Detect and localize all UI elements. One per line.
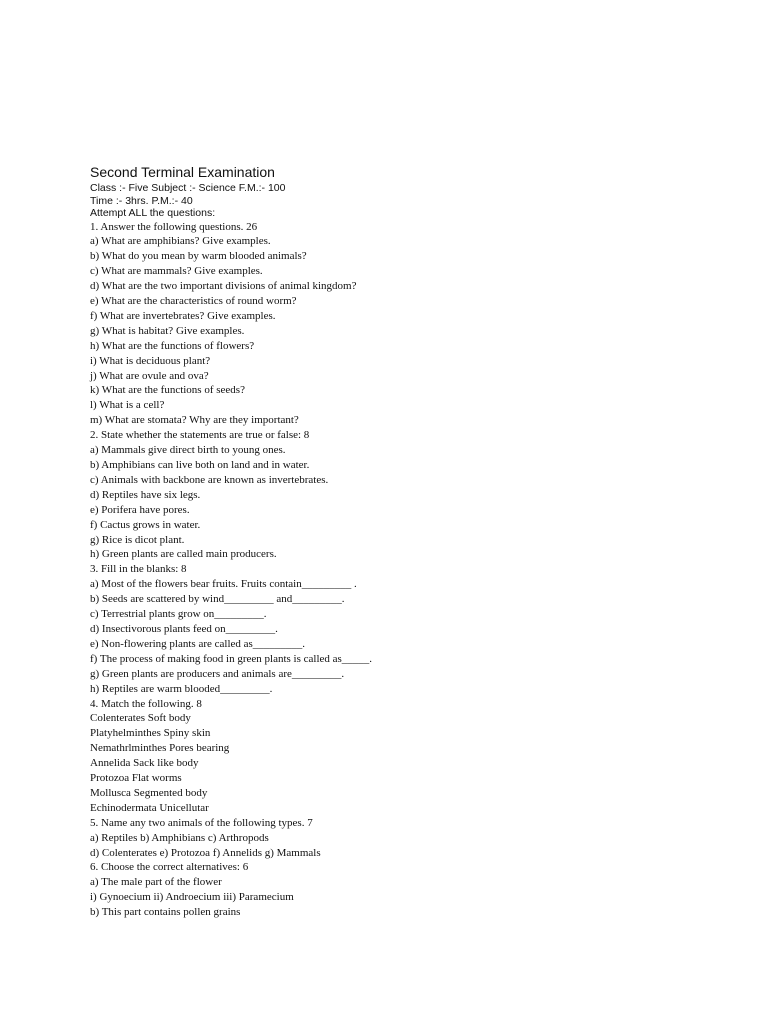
- exam-line: c) What are mammals? Give examples.: [90, 265, 263, 278]
- exam-line: j) What are ovule and ova?: [90, 369, 209, 382]
- meta-line: Time :- 3hrs. P.M.:- 40: [90, 194, 193, 207]
- exam-line: g) What is habitat? Give examples.: [90, 324, 245, 337]
- exam-line: Mollusca Segmented body: [90, 786, 208, 799]
- meta-line: Attempt ALL the questions:: [90, 207, 216, 219]
- exam-line: e) Porifera have pores.: [90, 503, 190, 516]
- exam-line: d) Insectivorous plants feed on_________.: [90, 622, 278, 635]
- exam-line: 4. Match the following. 8: [90, 697, 202, 710]
- exam-line: a) Most of the flowers bear fruits. Fruits contain_________ .: [90, 578, 357, 591]
- exam-line: a) Mammals give direct birth to young ones.: [90, 444, 286, 457]
- exam-line: c) Animals with backbone are known as invertebrates.: [90, 473, 329, 486]
- exam-title: Second Terminal Examination: [90, 164, 275, 180]
- meta-line: Class :- Five Subject :- Science F.M.:- 100: [90, 182, 286, 194]
- exam-meta: [90, 182, 730, 220]
- exam-line: 2. State whether the statements are true or false: 8: [90, 429, 310, 442]
- exam-line: f) Cactus grows in water.: [90, 518, 201, 531]
- exam-line: Nemathrlminthes Pores bearing: [90, 742, 230, 755]
- exam-line: m) What are stomata? Why are they important?: [90, 414, 299, 427]
- exam-document: [90, 163, 730, 920]
- exam-line: 3. Fill in the blanks: 8: [90, 563, 187, 576]
- exam-line: b) Amphibians can live both on land and in water.: [90, 459, 310, 471]
- exam-line: Annelida Sack like body: [90, 757, 199, 770]
- exam-line: k) What are the functions of seeds?: [90, 384, 245, 397]
- exam-line: f) The process of making food in green plants is called as_____.: [90, 652, 373, 665]
- exam-line: a) Reptiles b) Amphibians c) Arthropods: [90, 831, 269, 844]
- exam-line: l) What is a cell?: [90, 399, 165, 412]
- exam-line: b) What do you mean by warm blooded animals?: [90, 250, 307, 263]
- exam-line: b) This part contains pollen grains: [90, 906, 241, 919]
- exam-line: c) Terrestrial plants grow on_________.: [90, 608, 267, 621]
- exam-line: 6. Choose the correct alternatives: 6: [90, 861, 249, 874]
- exam-line: e) What are the characteristics of round worm?: [90, 295, 297, 308]
- exam-line: Platyhelminthes Spiny skin: [90, 727, 211, 740]
- exam-line: b) Seeds are scattered by wind_________ and_________.: [90, 593, 345, 606]
- exam-line: 1. Answer the following questions. 26: [90, 220, 258, 233]
- exam-line: a) What are amphibians? Give examples.: [90, 235, 271, 248]
- exam-line: g) Rice is dicot plant.: [90, 533, 185, 546]
- exam-line: d) Reptiles have six legs.: [90, 488, 201, 501]
- exam-line: f) What are invertebrates? Give examples.: [90, 309, 276, 322]
- exam-line: g) Green plants are producers and animals are_________.: [90, 667, 345, 680]
- exam-line: a) The male part of the flower: [90, 876, 222, 889]
- exam-line: d) What are the two important divisions of animal kingdom?: [90, 280, 357, 293]
- exam-body: [90, 220, 730, 921]
- exam-line: Protozoa Flat worms: [90, 772, 182, 785]
- exam-line: Echinodermata Unicellutar: [90, 801, 209, 814]
- exam-line: i) What is deciduous plant?: [90, 354, 211, 367]
- exam-line: d) Colenterates e) Protozoa f) Annelids g) Mammals: [90, 846, 321, 859]
- exam-line: Colenterates Soft body: [90, 712, 191, 725]
- exam-line: i) Gynoecium ii) Androecium iii) Paramecium: [90, 891, 294, 904]
- exam-line: 5. Name any two animals of the following types. 7: [90, 816, 313, 829]
- exam-line: h) Green plants are called main producers.: [90, 548, 277, 561]
- exam-line: h) Reptiles are warm blooded_________.: [90, 682, 273, 695]
- exam-line: h) What are the functions of flowers?: [90, 339, 255, 352]
- exam-line: e) Non-flowering plants are called as_________.: [90, 637, 306, 650]
